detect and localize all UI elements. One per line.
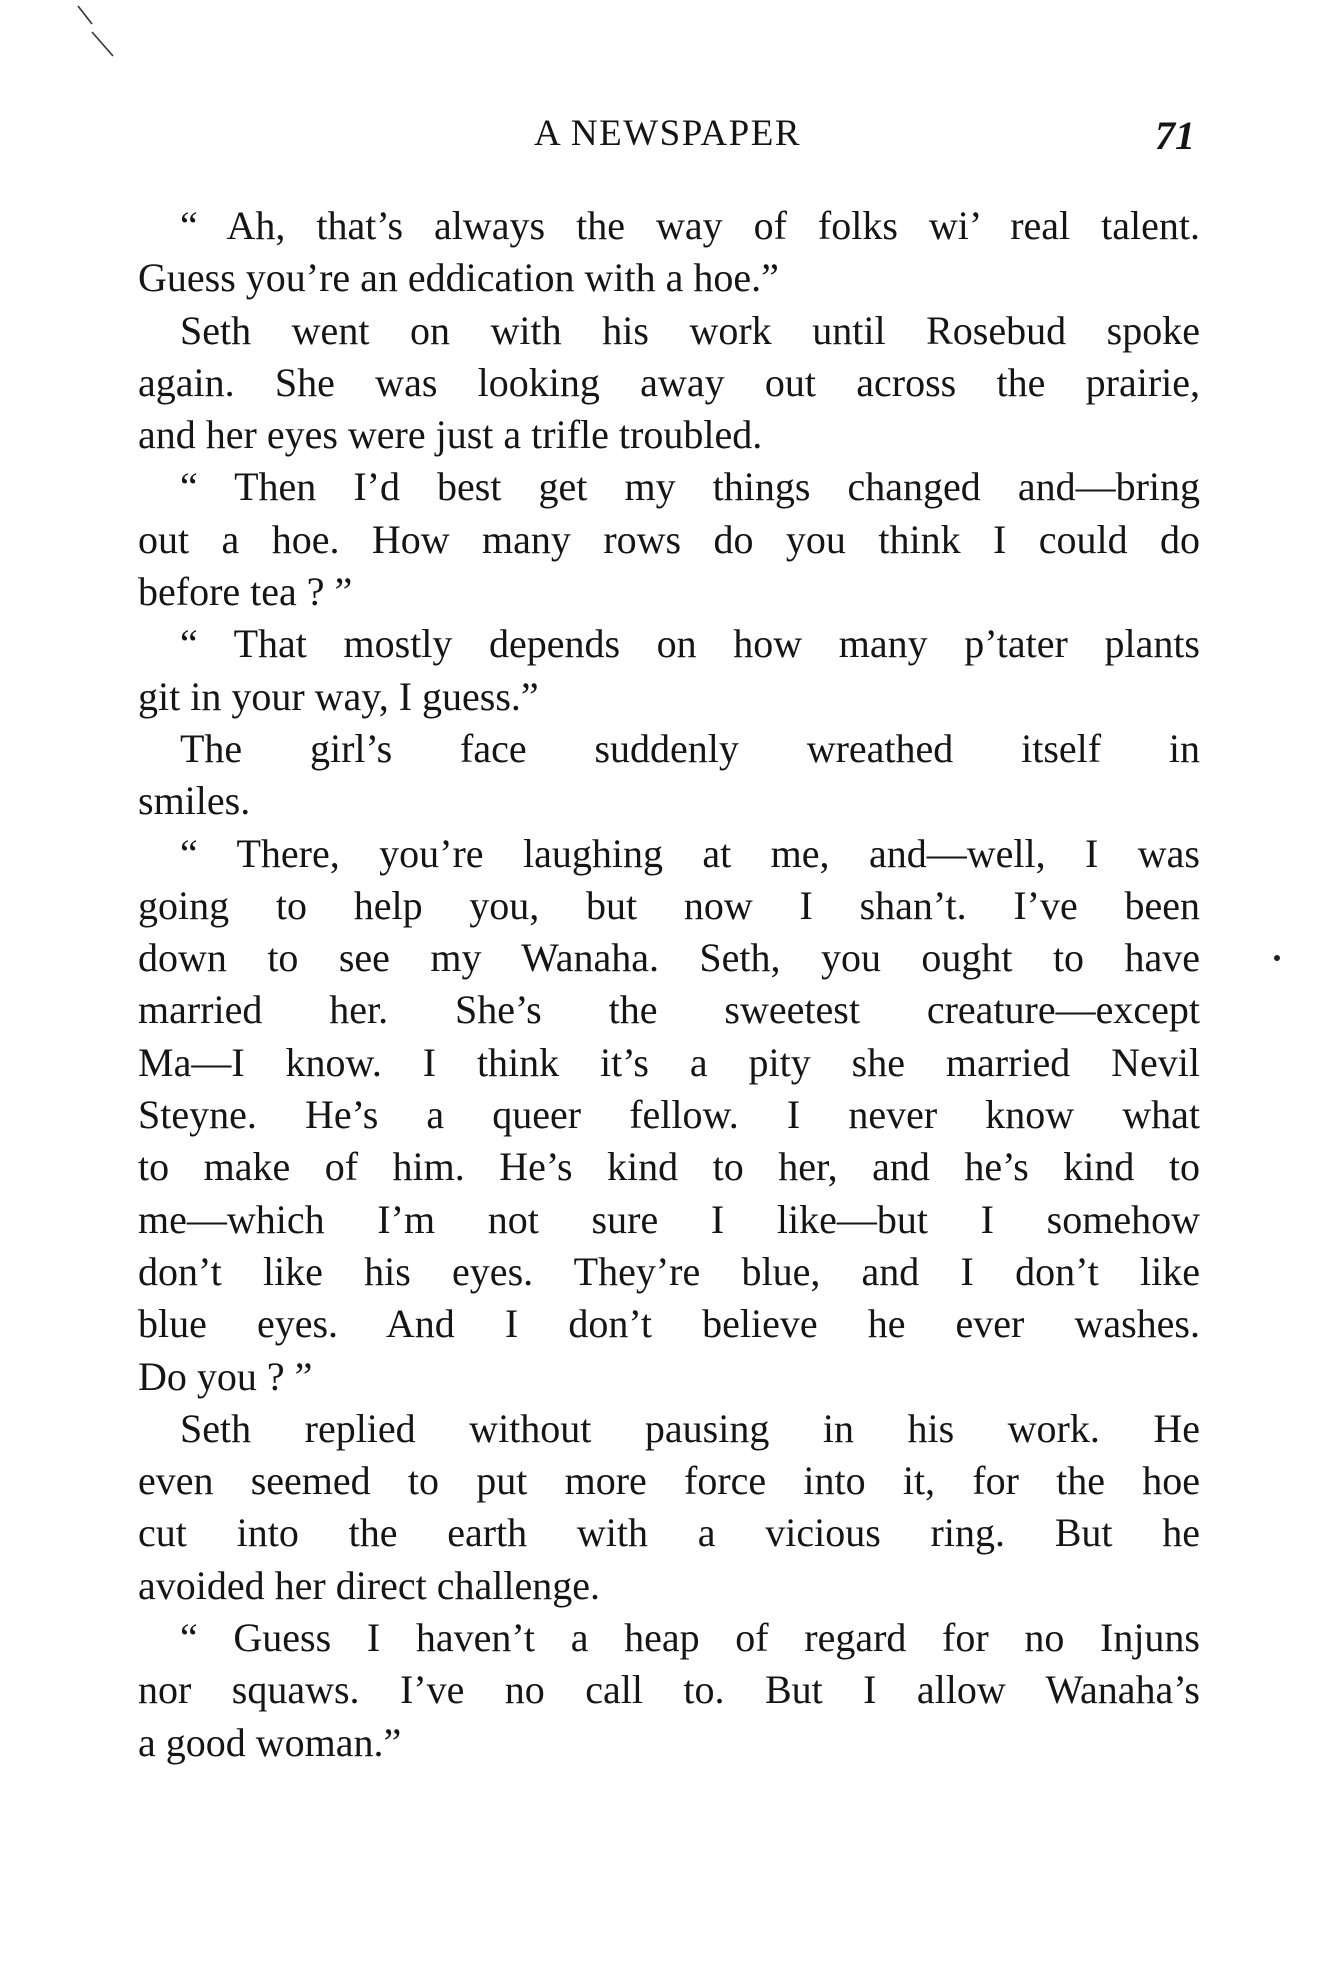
page-number: 71	[1155, 113, 1195, 158]
text-line: nor squaws. I’ve no call to. But I allow Wanaha’s	[138, 1667, 1200, 1713]
text-line: Guess you’re an eddication with a hoe.”	[138, 255, 779, 301]
text-line: “ That mostly depends on how many p’tater plants	[180, 621, 1200, 667]
text-line: Seth replied without pausing in his work. He	[180, 1405, 1200, 1451]
text-line: “ Then I’d best get my things changed and—bring	[180, 464, 1200, 510]
text-line: Steyne. He’s a queer fellow. I never know what	[138, 1092, 1200, 1138]
stray-ink-dot	[1274, 955, 1280, 961]
text-line: to make of him. He’s kind to her, and he’s kind to	[138, 1144, 1200, 1190]
text-line: before tea ? ”	[138, 569, 353, 615]
text-line: me—which I’m not sure I like—but I somehow	[138, 1196, 1200, 1242]
text-line: “ Guess I haven’t a heap of regard for no Injuns	[180, 1615, 1200, 1661]
text-line: avoided her direct challenge.	[138, 1562, 600, 1608]
text-line: “ There, you’re laughing at me, and—well, I was	[180, 830, 1200, 876]
text-line: Do you ? ”	[138, 1353, 313, 1399]
running-head: A NEWSPAPER	[533, 113, 801, 154]
text-line: even seemed to put more force into it, for the hoe	[138, 1458, 1200, 1504]
page-header	[140, 104, 1195, 164]
text-line: down to see my Wanaha. Seth, you ought to have	[138, 935, 1200, 981]
text-line: git in your way, I guess.”	[138, 673, 539, 719]
text-line: cut into the earth with a vicious ring. But he	[138, 1510, 1200, 1556]
text-line: Seth went on with his work until Rosebud spoke	[180, 307, 1200, 353]
text-line: smiles.	[138, 778, 251, 824]
text-line: again. She was looking away out across the prairie,	[138, 359, 1200, 405]
text-line: and her eyes were just a trifle troubled.	[138, 412, 763, 458]
text-line: blue eyes. And I don’t believe he ever washes.	[138, 1301, 1200, 1347]
text-line: a good woman.”	[138, 1719, 402, 1765]
text-line: don’t like his eyes. They’re blue, and I don’t like	[138, 1248, 1200, 1294]
text-line: married her. She’s the sweetest creature—except	[138, 987, 1200, 1033]
text-line: out a hoe. How many rows do you think I could do	[138, 516, 1200, 562]
scan-mark-line	[0, 0, 140, 70]
text-line: going to help you, but now I shan’t. I’ve been	[138, 882, 1200, 928]
text-line: The girl’s face suddenly wreathed itself in	[180, 725, 1200, 771]
text-line: Ma—I know. I think it’s a pity she married Nevil	[138, 1039, 1200, 1085]
body-text	[138, 200, 1200, 1769]
text-line: “ Ah, that’s always the way of folks wi’ real talent.	[180, 203, 1200, 248]
